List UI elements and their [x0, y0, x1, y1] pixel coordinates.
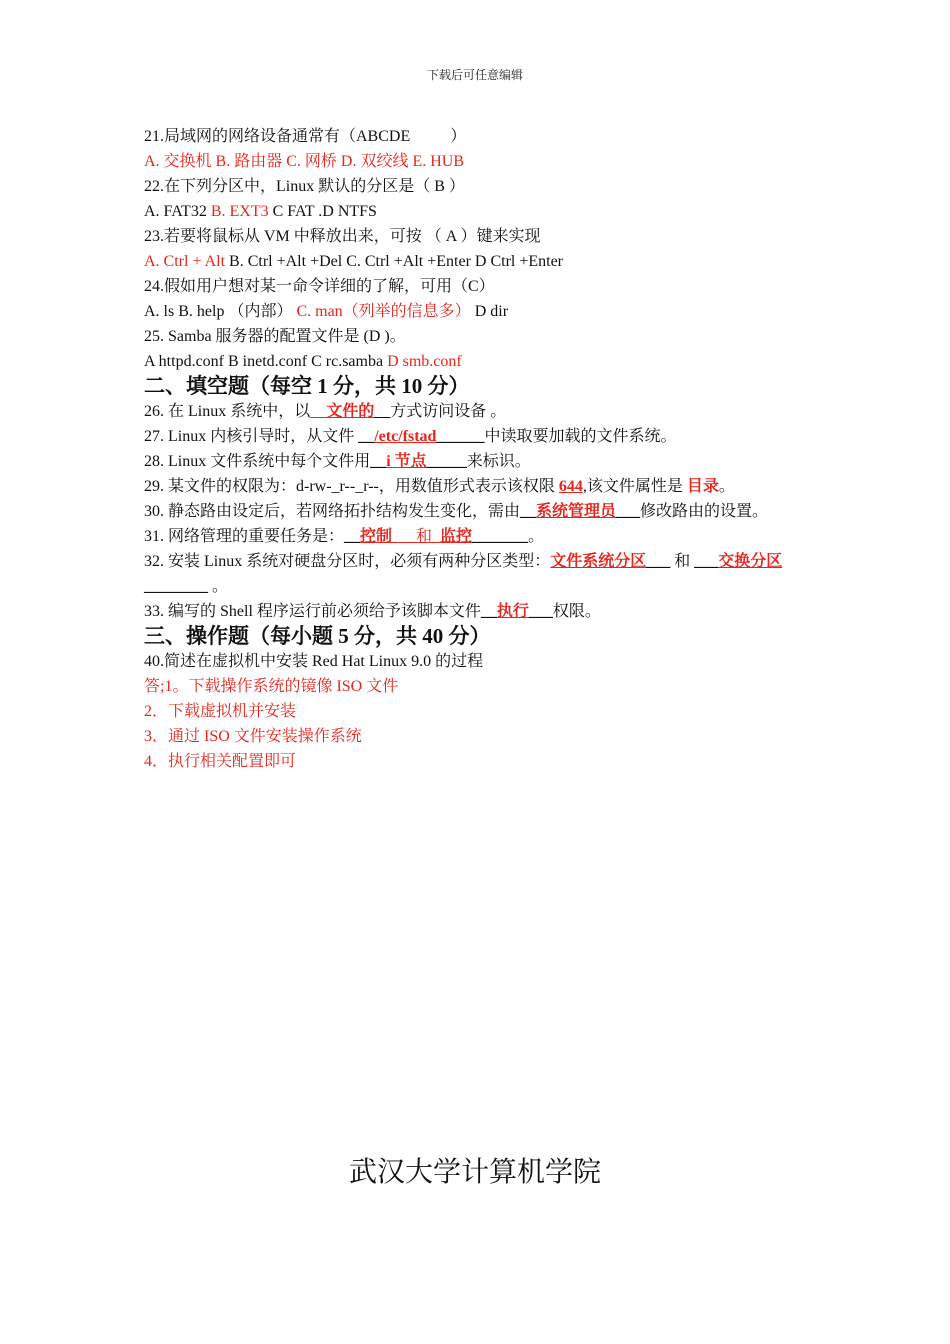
option-c-d: C FAT .D NTFS: [268, 203, 377, 220]
answer-blank: __: [520, 503, 537, 520]
question-24-options: [144, 299, 814, 324]
question-text-end: 中读取要加载的文件系统。: [484, 428, 677, 445]
question-text-end: 。: [208, 578, 229, 595]
question-text: 26. 在 Linux 系统中，以: [144, 403, 311, 420]
question-23-options: [144, 249, 814, 274]
answer-blank: __: [374, 403, 391, 420]
answer-text: 文件系统分区: [550, 553, 647, 570]
answer-text: 监控: [440, 528, 473, 545]
question-33: [144, 599, 814, 624]
section-operation-title: 三、操作题（每小题 5 分，共 40 分）: [144, 624, 491, 648]
answer-text: 文件的: [326, 403, 375, 420]
option-c-answer: C. man（列举的信息多）: [296, 303, 471, 320]
answer-blank: ___: [646, 553, 671, 570]
question-40: 40.简述在虚拟机中安装 Red Hat Linux 9.0 的过程: [144, 653, 484, 670]
question-32: [144, 549, 814, 599]
option-d: D dir: [470, 303, 509, 320]
question-text: 28. Linux 文件系统中每个文件用: [144, 453, 371, 470]
question-text-end: 来标识。: [466, 453, 531, 470]
question-text: 30. 静态路由设定后，若网络拓扑结构发生变化，需由: [144, 503, 521, 520]
answer-text: /etc/fstad: [374, 428, 437, 445]
option-a: A. FAT32: [144, 203, 211, 220]
section-fill-in-title: 二、填空题（每空 1 分，共 10 分）: [144, 374, 470, 398]
answer-blank: _____: [426, 453, 467, 470]
question-28: [144, 449, 814, 474]
option-d-answer: D smb.conf: [387, 353, 462, 370]
question-text: 27. Linux 内核引导时，从文件: [144, 428, 359, 445]
page-header-note: 下载后可任意编辑: [426, 68, 523, 82]
option-a-answer: A. Ctrl + Alt: [144, 253, 226, 270]
question-24: 24.假如用户想对某一命令详细的了解，可用（C）: [144, 278, 495, 295]
question-text-end: 修改路由的设置。: [640, 503, 769, 520]
question-26: [144, 399, 814, 424]
question-22: 22.在下列分区中，Linux 默认的分区是（ B ）: [144, 178, 465, 195]
answer-blank: ___: [694, 553, 719, 570]
question-text: 21.局域网的网络设备通常有（ABCDE: [144, 128, 411, 145]
answer-step: 4．执行相关配置即可: [144, 753, 297, 770]
exam-content: [144, 124, 814, 774]
answer-step: 2．下载虚拟机并安装: [144, 703, 297, 720]
question-25: 25. Samba 服务器的配置文件是 (D )。: [144, 328, 406, 345]
question-close-paren: ）: [450, 128, 467, 145]
answer-text: 系统管理员: [536, 503, 617, 520]
question-31: [144, 524, 814, 549]
footer-institution-title: 武汉大学计算机学院: [348, 1157, 601, 1188]
question-text-end: 方式访问设备 。: [390, 403, 507, 420]
question-text: 32. 安装 Linux 系统对硬盘分区时，必须有两种分区类型：: [144, 553, 551, 570]
answer-blank: ___: [392, 528, 417, 545]
question-22-options: [144, 199, 814, 224]
answer-blank: __: [370, 453, 387, 470]
answer-blank: _______: [472, 528, 529, 545]
answer-blank: __: [358, 428, 375, 445]
question-30: [144, 499, 814, 524]
answer-blank: __: [480, 603, 497, 620]
answer-blank: _: [432, 528, 441, 545]
answer-text: i 节点: [386, 453, 427, 470]
question-21-options: A. 交换机 B. 路由器 C. 网桥 D. 双绞线 E. HUB: [144, 153, 465, 170]
question-29: [144, 474, 814, 499]
question-text-end: 权限。: [552, 603, 601, 620]
question-25-options: [144, 349, 814, 374]
question-text-mid: 和: [670, 553, 695, 570]
answer-text: 目录: [686, 478, 719, 495]
option-b-answer: B. EXT3: [210, 203, 269, 220]
question-text-end: 。: [528, 528, 545, 545]
answer-step: 答;1。下载操作系统的镜像 ISO 文件: [144, 678, 399, 695]
question-23: 23.若要将鼠标从 VM 中释放出来，可按 （ A ）键来实现: [144, 228, 541, 245]
answer-blank: ___: [616, 503, 641, 520]
answer-text: 644: [558, 478, 583, 495]
answer-blank: ___: [528, 603, 553, 620]
question-text-mid: ,该文件属性是: [582, 478, 687, 495]
answer-text: 交换分区: [718, 553, 783, 570]
option-rest: B. Ctrl +Alt +Del C. Ctrl +Alt +Enter D Ctrl +Enter: [225, 253, 564, 270]
question-text: 33. 编写的 Shell 程序运行前必须给予该脚本文件: [144, 603, 481, 620]
question-text-end: 。: [718, 478, 735, 495]
answer-text: 控制: [360, 528, 393, 545]
option-a-b: A. ls B. help （内部）: [144, 303, 297, 320]
answer-blank: ________: [144, 578, 208, 595]
answer-text: 执行: [496, 603, 529, 620]
question-text: 31. 网络管理的重要任务是：: [144, 528, 345, 545]
answer-blank: ______: [436, 428, 485, 445]
question-text: 29. 某文件的权限为：d-rw-_r--_r--，用数值形式表示该权限: [144, 478, 559, 495]
answer-blank: __: [310, 403, 327, 420]
answer-blank: __: [344, 528, 361, 545]
question-27: [144, 424, 814, 449]
answer-step: 3．通过 ISO 文件安装操作系统: [144, 728, 362, 745]
question-21: [144, 124, 814, 149]
option-a-b-c: A httpd.conf B inetd.conf C rc.samba: [144, 353, 388, 370]
answer-conjunction: 和: [416, 528, 433, 545]
